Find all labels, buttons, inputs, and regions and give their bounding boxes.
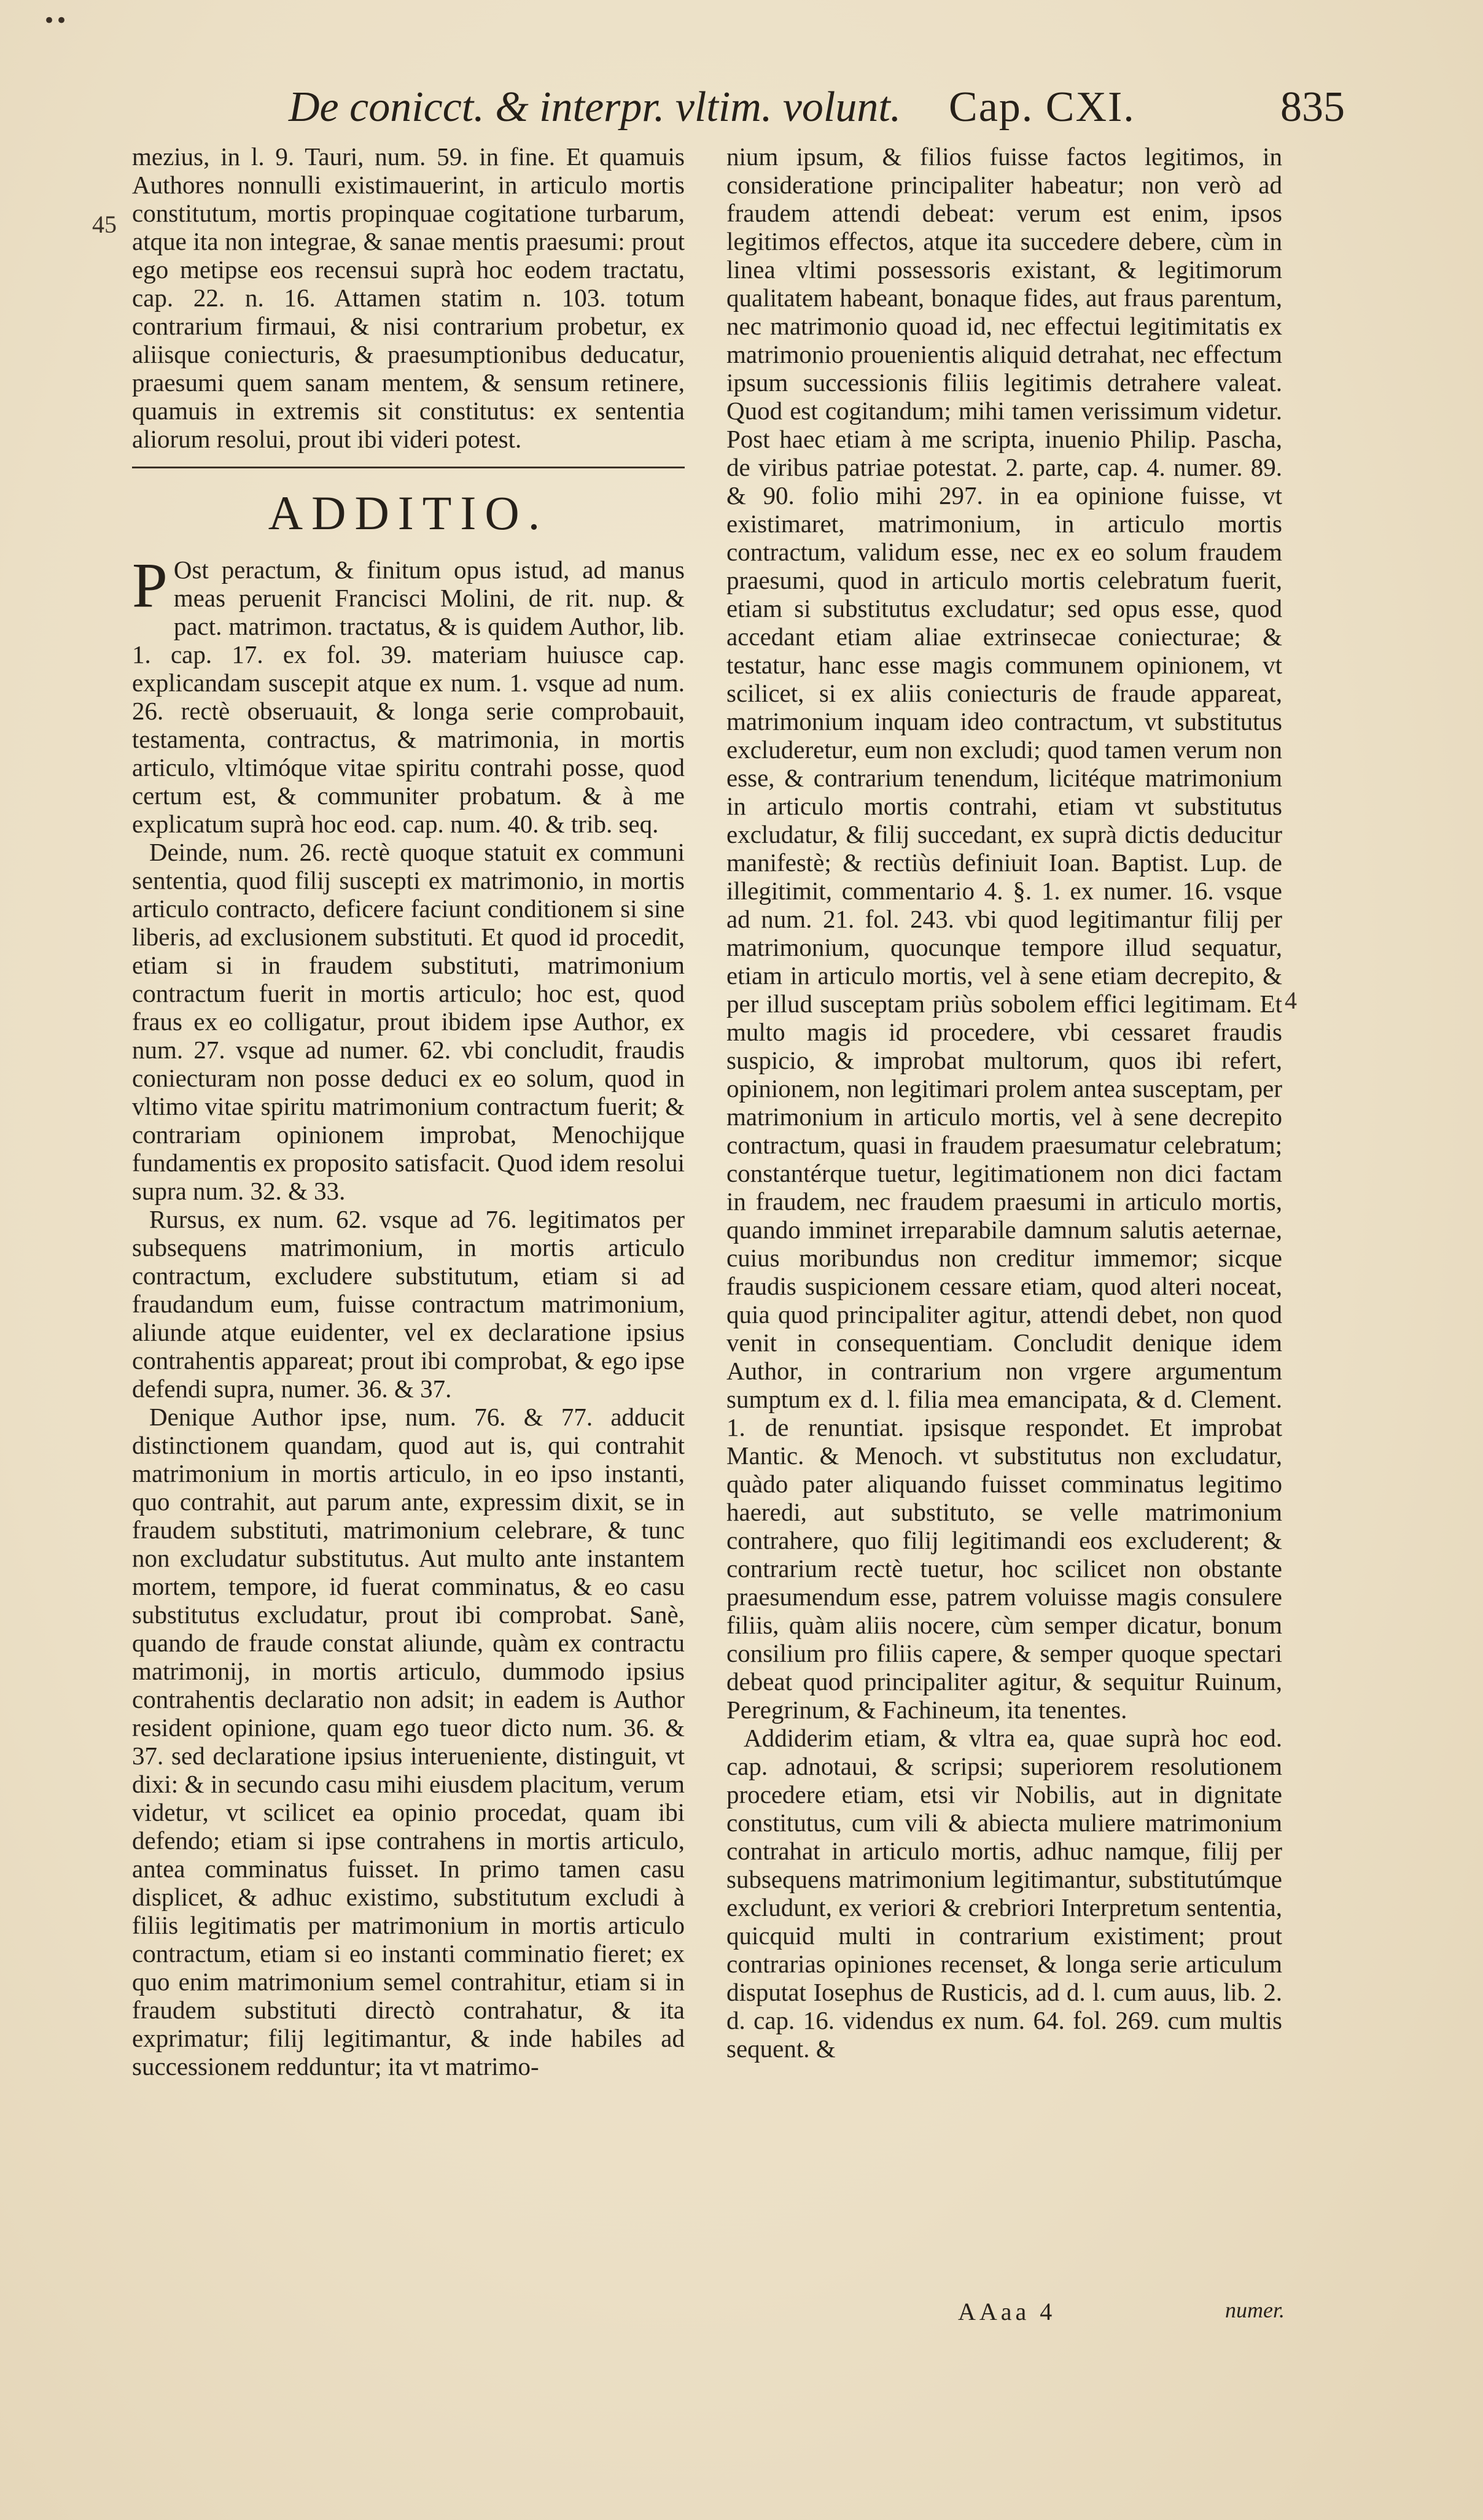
intro-paragraph: mezius, in l. 9. Tauri, num. 59. in fine. Et quamuis Authores nonnulli existimauerint, in articulo mortis constitutum, mortis propinquae cogitatione turbarum, atque ita non integrae, & sanae mentis praesumi: prout ego metipse eos recensui suprà hoc eodem tractatu, cap. 22. n. 16. Attamen statim n. 103. totum contrarium firmaui, & nisi contrarium probetur, ex aliisque coniecturis, & praesumptionibus deducatur, praesumi quem sanam mentem, & sensum retinere, quamuis in extremis sit constitutus: ex sententia aliorum resolui, prout ibi videri potest. — [132, 142, 685, 453]
ink-mark: •• — [43, 9, 68, 33]
left-column — [132, 142, 685, 2080]
addition-paragraph-2: Deinde, num. 26. rectè quoque statuit ex communi sententia, quod filij suscepti ex matrimonio, in mortis articulo contracto, deficere faciunt conditionem si sine liberis, ad exclusionem substituti. Et quod id procedit, etiam si in fraudem substituti, matrimonium contractum fuerit in mortis articulo; hoc est, quod fraus ex eo colligatur, prout ibidem ipse Author, ex num. 27. vsque ad numer. 62. vbi concludit, fraudis coniecturam non posse deduci ex eo solum, quod in vltimo vitae spiritu matrimonium contractum fuerit; & contrariam opinionem improbat, Menochijque fundamentis ex proposito satisfacit. Quod idem resolui supra num. 32. & 33. — [132, 838, 685, 1205]
addition-heading: ADDITIO. — [268, 486, 549, 540]
section-rule — [132, 467, 685, 468]
chapter-label: Cap. CXI. — [949, 83, 1135, 131]
running-header — [289, 83, 1345, 138]
page-number: 835 — [1280, 83, 1345, 131]
addition-paragraph-4: Denique Author ipse, num. 76. & 77. adducit distinctionem quandam, quod aut is, qui contrahit matrimonium in mortis articulo, in eo ipso instanti, quo contrahit, aut parum ante, expressim dixit, se in fraudem substituti, matrimonium celebrare, & tunc non excludatur substitutus. Aut multo ante instantem mortem, tempore, id fuerat comminatus, & eo casu substitutus excludatur, prout ibi comprobat. Sanè, quando de fraude constat aliunde, quàm ex contractu matrimonij, in mortis articulo, dummodo ipsius contrahentis declaratio non adsit; in eadem is Author resident opinione, quam ego tueor dicto num. 36. & 37. sed declaratione ipsius interueniente, distinguit, vt dixi: & in secundo casu mihi eiusdem placitum, verum videtur, vt scilicet ea opinio procedat, quam ibi defendo; etiam si ipse contrahens in mortis articulo, antea comminatus fuisset. In primo tamen casu displicet, & adhuc existimo, substitutum excludi à filiis legitimatis per matrimonium in mortis articulo contractum, etiam si eo instanti comminatio fieret; ex quo enim matrimonium semel contrahitur, etiam si in fraudem substituti directò contrahatur, & ita exprimatur; filij legitimantur, & inde habiles ad successionem redduntur; ita vt matrimo- — [132, 1403, 685, 2080]
catchword: numer. — [1225, 2298, 1285, 2322]
right-column — [726, 142, 1282, 2063]
drop-cap: P — [132, 550, 168, 621]
addition-paragraph-1 — [132, 550, 685, 838]
margin-note-45: 45 — [92, 211, 117, 238]
running-title: De conicct. & interpr. vltim. volunt. — [289, 83, 901, 131]
right-paragraph-2: Addiderim etiam, & vltra ea, quae suprà hoc eod. cap. adnotaui, & scripsi; superiorem resolutionem procedere etiam, etsi vir Nobilis, aut in dignitate constitutus, cum vili & abiecta muliere matrimonium contrahat in articulo mortis, adhuc namque, filij per subsequens matrimonium legitimantur, substitutúmque excludunt, ex veriori & crebriori Interpretum sententia, quicquid multi in contrarium existiment; prout contrarias opiniones recenset, & longa serie articulum disputat Iosephus de Rusticis, ad d. l. cum auus, lib. 2. d. cap. 16. videndus ex num. 64. fol. 269. cum multis sequent. & — [726, 1724, 1282, 2063]
signature-mark: AAaa 4 — [958, 2298, 1056, 2325]
addition-paragraph-3: Rursus, ex num. 62. vsque ad 76. legitimatos per subsequens matrimonium, in mortis articulo contractum, excludere substitutum, etiam si ad fraudandum eum, fuisse contractum matrimonium, aliunde atque euidenter, vel ex declaratione ipsius contrahentis appareat; prout ibi comprobat, & ego ipse defendi supra, numer. 36. & 37. — [132, 1205, 685, 1403]
margin-note-4: 4 — [1285, 987, 1297, 1014]
right-paragraph-1: nium ipsum, & filios fuisse factos legitimos, in consideratione principaliter habeatur; non verò ad fraudem attendi debeat: verum est enim, ipsos legitimos effectos, atque ita succedere debere, cùm in linea vltimi possessoris existant, & legitimorum qualitatem habeant, bonaque fides, aut fraus parentum, nec matrimonio quoad id, nec effectui legitimitatis ex matrimonio prouenientis aliquid detrahat, nec effectum ipsum successionis filiis legitimis detrahere valeat. Quod est cogitandum; mihi tamen verissimum videtur. Post haec etiam à me scripta, inuenio Philip. Pascha, de viribus patriae potestat. 2. parte, cap. 4. numer. 89. & 90. folio mihi 297. in ea opinione fuisse, vt existimaret, matrimonium, in articulo mortis contractum, validum esse, nec ex eo solum fraudem praesumi, quod in articulo mortis celebratum fuerit, etiam si substitutus excludatur; sed opus esse, quod accedant etiam aliae extrinsecae coniecturae; & testatur, hanc esse magis communem opinionem, vt scilicet, si ex aliis coniecturis de fraude appareat, matrimonium inquam ideo contractum, vt substitutus excluderetur, eum non excludi; quod tamen verum non esse, & contrarium tenendum, licitéque matrimonium in articulo mortis contrahi, etiam vt substitutus excludatur, & filij succedant, ex suprà dictis deducitur manifestè; & rectiùs definiuit Ioan. Baptist. Lup. de illegitimit, commentario 4. §. 1. ex numer. 16. vsque ad num. 21. fol. 243. vbi quod legitimantur filij per matrimonium, quocunque tempore illud sequatur, etiam in articulo mortis, vel à sene etiam decrepito, & per illud susceptam priùs sobolem effici legitimam. Et multo magis id procedere, vbi cessaret fraudis suspicio, & improbat multorum, quos ibi refert, opinionem, non legitimari prolem antea susceptam, per matrimonium in articulo mortis, vel à sene decrepito contractum, quasi in fraudem praesumatur celebratum; constantérque tuetur, legitimationem non dici factam in fraudem, nec fraudem praesumi in articulo mortis, quando imminet irreparabile damnum salutis aeternae, cuius moribundus non creditur immemor; sicque fraudis suspicionem cessare etiam, quod alteri noceat, quia quod principaliter agitur, attendi debet, non quod venit in consequentiam. Concludit denique idem Author, in contrarium non vrgere argumentum sumptum ex d. l. filia mea emancipata, & d. Clement. 1. de renuntiat. ipsisque respondet. Et improbat Mantic. & Menoch. vt substitutus non excludatur, quàdo pater aliquando fuisset comminatus legitimo haeredi, aut substituto, se velle matrimonium contrahere, quo filij legitimandi eos excluderent; & contrarium rectè tuetur, hoc scilicet non obstante praesumendum esse, patrem voluisse magis consulere filiis, quàm aliis nocere, cùm semper dicatur, bonum consilium pro filiis capere, & semper quoque spectari debeat quod principaliter agitur, & sequitur Ruinum, Peregrinum, & Fachineum, ita tenentes. — [726, 142, 1282, 1724]
addition-paragraph-1-text: Ost peractum, & finitum opus istud, ad manus meas peruenit Francisci Molini, de rit. nup. & pact. matrimon. tractatus, & is quidem Author, lib. 1. cap. 17. ex fol. 39. materiam huiusce cap. explicandam suscepit atque ex num. 1. vsque ad num. 26. rectè obseruauit, & longa serie comprobauit, testamenta, contractus, & matrimonia, in mortis articulo, vltimóque vitae spiritu contrahi posse, quod certum est, & communiter probatum. & à me explicatum suprà hoc eod. cap. num. 40. & trib. seq. — [132, 556, 685, 838]
